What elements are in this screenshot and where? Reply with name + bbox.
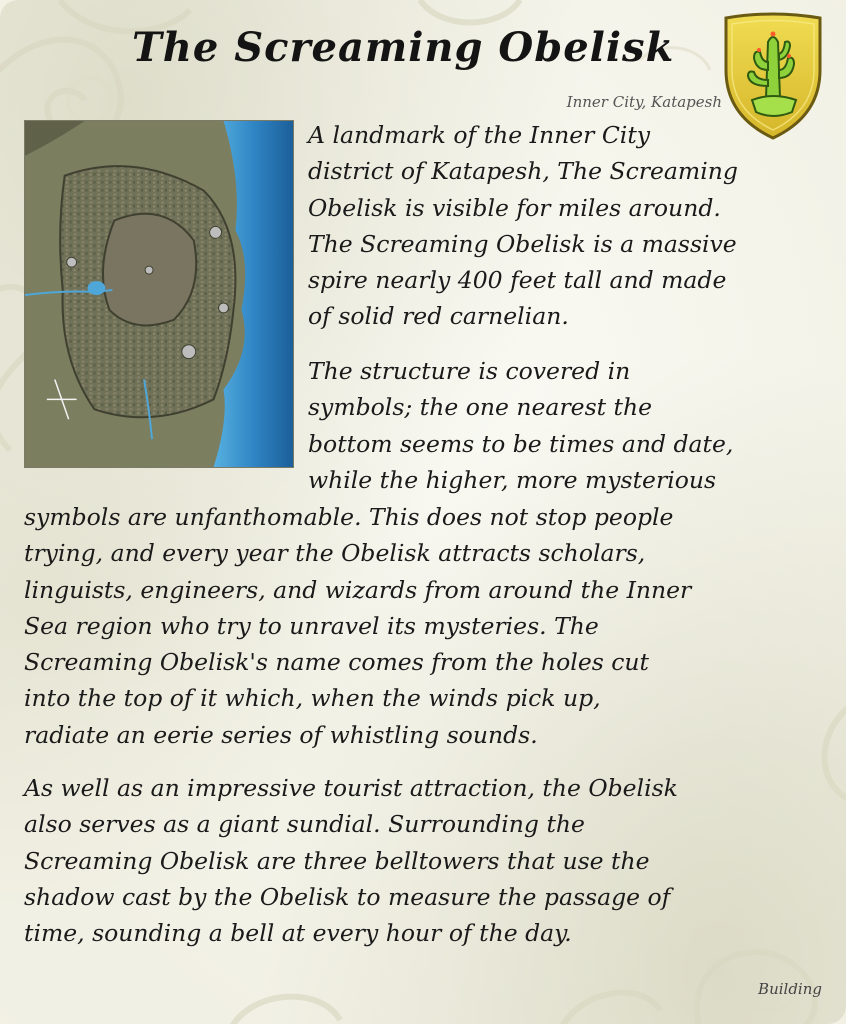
text-line: Screaming Obelisk are three belltowers that use the xyxy=(24,846,650,875)
text-line: symbols are unfanthomable. This does not stop people xyxy=(24,503,674,531)
description-paragraph-2-continued xyxy=(24,499,824,753)
text-line: As well as an impressive tourist attraction, the Obelisk xyxy=(24,774,678,802)
text-line: The Screaming Obelisk is a massive xyxy=(308,229,737,258)
text-line: time, sounding a bell at every hour of the day. xyxy=(24,919,572,948)
text-line: bottom seems to be times and date, xyxy=(308,429,734,458)
text-line: while the higher, more mysterious xyxy=(308,465,717,494)
text-line: Obelisk is visible for miles around. xyxy=(308,193,721,222)
text-line: Screaming Obelisk's name comes from the holes cut xyxy=(24,648,649,677)
text-line: A landmark of the Inner City xyxy=(308,121,651,149)
text-line: also serves as a giant sundial. Surrounding the xyxy=(24,810,585,839)
description-paragraph-1 xyxy=(308,117,823,335)
text-line: shadow cast by the Obelisk to measure the passage of xyxy=(24,882,671,911)
text-line: of solid red carnelian. xyxy=(308,302,569,331)
text-line: radiate an eerie series of whistling sounds. xyxy=(24,720,538,749)
text-line: trying, and every year the Obelisk attracts scholars, xyxy=(24,539,646,568)
text-line: district of Katapesh, The Screaming xyxy=(308,157,738,186)
text-line: The structure is covered in xyxy=(308,357,631,385)
text-line: spire nearly 400 feet tall and made xyxy=(308,266,727,295)
text-line: Sea region who try to unravel its mysteries. The xyxy=(24,611,599,640)
description-paragraph-3 xyxy=(24,770,824,951)
description-paragraph-2 xyxy=(308,353,823,498)
text-line: linguists, engineers, and wizards from around the Inner xyxy=(24,575,692,604)
location-label: Inner City, Katapesh xyxy=(566,93,722,111)
text-line: into the top of it which, when the winds pick up, xyxy=(24,684,601,713)
card-type-tag: Building xyxy=(758,980,822,998)
text-line: symbols; the one nearest the xyxy=(308,393,653,422)
city-map-image xyxy=(24,120,294,468)
card-title: The Screaming Obelisk xyxy=(132,24,675,71)
